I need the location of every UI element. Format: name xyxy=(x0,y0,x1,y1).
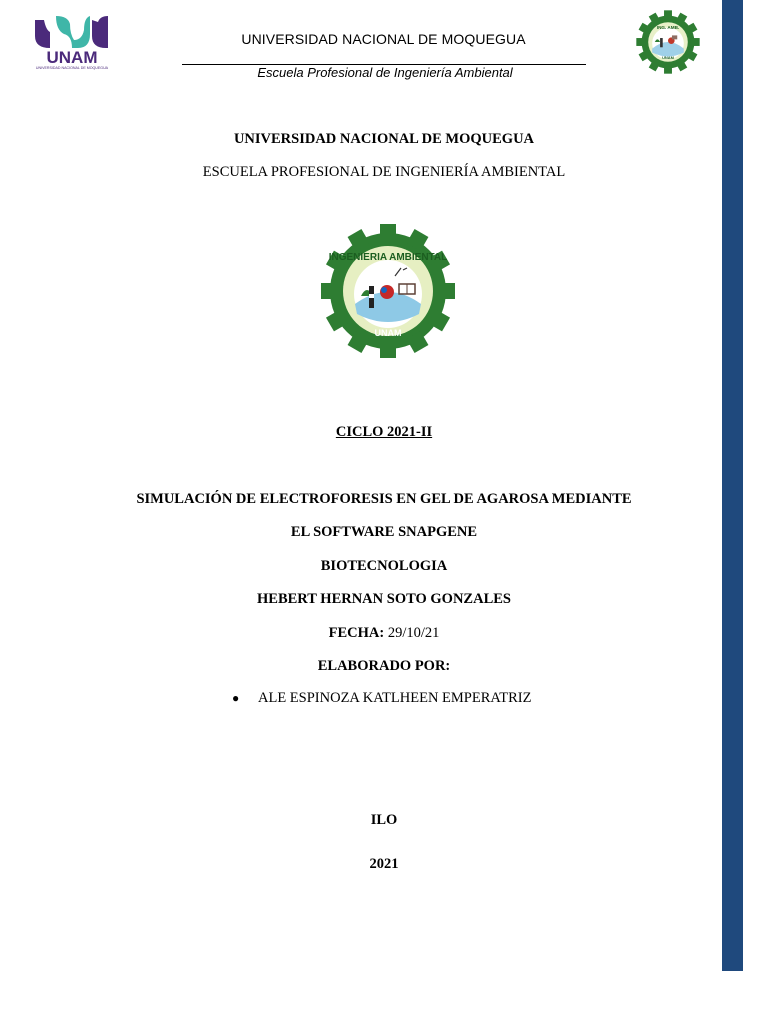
date-label: FECHA: xyxy=(328,625,385,641)
cover-course: BIOTECNOLOGIA xyxy=(320,558,448,574)
cover-cycle: CICLO 2021-II xyxy=(335,424,433,440)
cover-university: UNIVERSIDAD NACIONAL DE MOQUEGUA xyxy=(233,131,535,147)
unam-logo-text: UNAM xyxy=(46,48,98,67)
bullet-icon: ● xyxy=(232,691,240,705)
unam-logo-subtext: UNIVERSIDAD NACIONAL DE MOQUEGUA xyxy=(35,66,109,70)
cover-teacher: HEBERT HERNAN SOTO GONZALES xyxy=(257,591,511,607)
cover-title-line-1: SIMULACIÓN DE ELECTROFORESIS EN GEL DE AGAROSA MEDIANTE xyxy=(136,491,632,507)
author-list-item xyxy=(232,690,531,707)
ingenieria-ambiental-seal-large-icon xyxy=(311,224,465,358)
svg-text:ING. AMB.: ING. AMB. xyxy=(656,24,680,30)
author-name: ALE ESPINOZA KATLHEEN EMPERATRIZ xyxy=(258,690,532,706)
cover-authored-label: ELABORADO POR: xyxy=(317,658,451,674)
svg-text:UNAM: UNAM xyxy=(662,55,674,61)
cover-school: ESCUELA PROFESIONAL DE INGENIERÍA AMBIENTAL xyxy=(202,164,566,180)
header-subtitle: Escuela Profesional de Ingeniería Ambiental xyxy=(257,65,513,80)
cover-title-line-2: EL SOFTWARE SNAPGENE xyxy=(290,524,478,540)
svg-text:INGENIERIA AMBIENTAL: INGENIERIA AMBIENTAL xyxy=(328,252,448,263)
ingenieria-ambiental-seal-icon xyxy=(635,9,701,75)
cover-date xyxy=(0,625,768,642)
header-title: UNIVERSIDAD NACIONAL DE MOQUEGUA xyxy=(241,31,526,47)
svg-text:UNAM: UNAM xyxy=(374,328,402,338)
date-value: 29/10/21 xyxy=(387,625,440,641)
cover-city: ILO xyxy=(370,812,398,828)
cover-year: 2021 xyxy=(369,856,399,872)
unam-logo-icon xyxy=(30,12,114,70)
